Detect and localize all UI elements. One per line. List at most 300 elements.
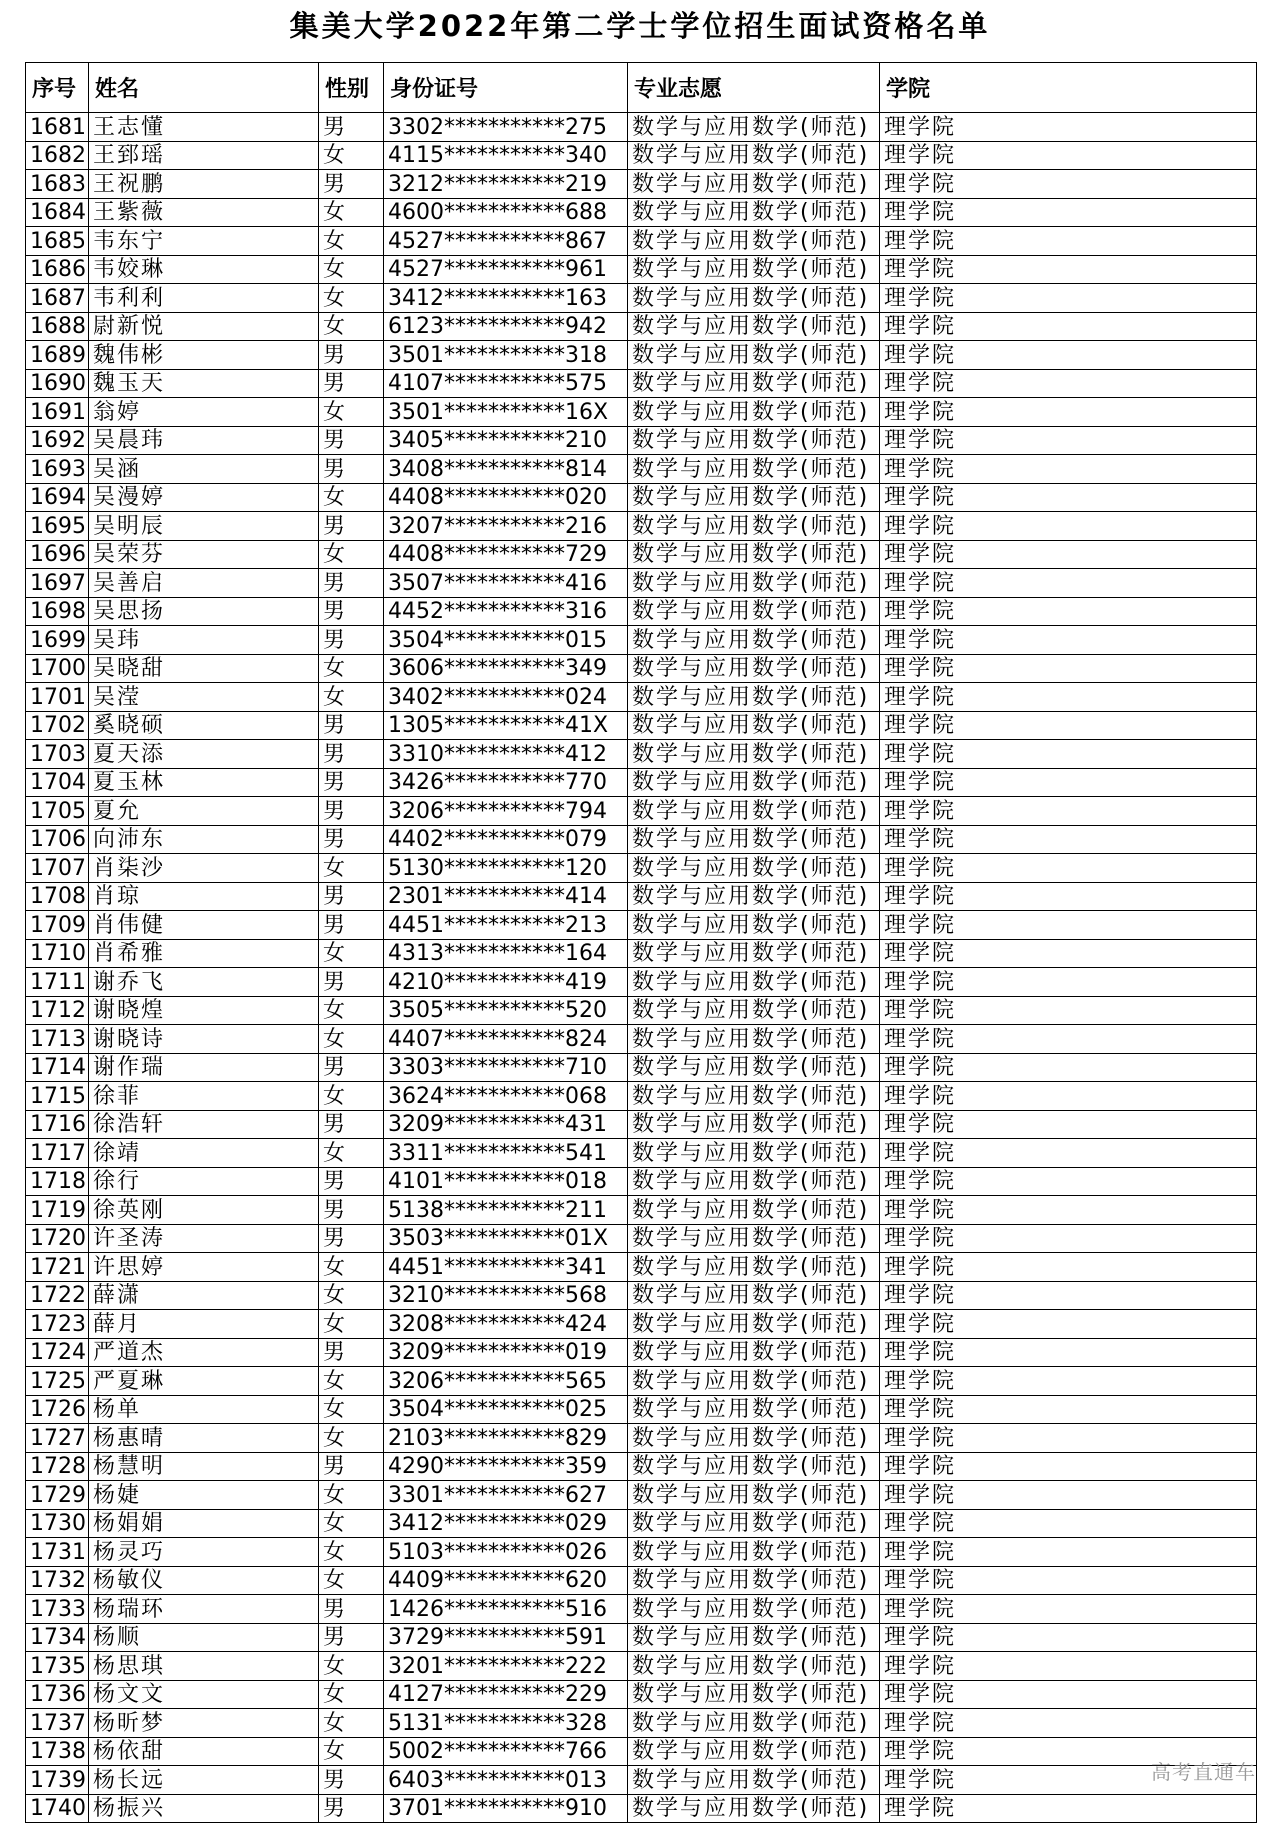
name-cell: 杨瑞环	[89, 1595, 319, 1624]
name-cell: 杨慧明	[89, 1452, 319, 1481]
seq-cell: 1731	[26, 1538, 89, 1567]
college-cell: 理学院	[880, 1737, 1257, 1766]
table-row	[26, 1082, 1257, 1111]
gender-cell: 男	[319, 597, 384, 626]
college-cell: 理学院	[880, 1139, 1257, 1168]
gender-cell: 男	[319, 113, 384, 142]
seq-cell: 1715	[26, 1082, 89, 1111]
id-number-cell: 3301***********627	[384, 1481, 628, 1510]
seq-cell: 1681	[26, 113, 89, 142]
college-cell: 理学院	[880, 1709, 1257, 1738]
college-cell: 理学院	[880, 312, 1257, 341]
college-cell: 理学院	[880, 939, 1257, 968]
gender-cell: 女	[319, 1395, 384, 1424]
major-cell: 数学与应用数学(师范)	[628, 768, 880, 797]
gender-cell: 男	[319, 426, 384, 455]
header-gender: 性别	[319, 63, 384, 113]
college-cell: 理学院	[880, 768, 1257, 797]
name-cell: 王祝鹏	[89, 170, 319, 199]
name-cell: 韦东宁	[89, 227, 319, 256]
table-row	[26, 882, 1257, 911]
gender-cell: 女	[319, 284, 384, 313]
college-cell: 理学院	[880, 1082, 1257, 1111]
id-number-cell: 4313***********164	[384, 939, 628, 968]
id-number-cell: 4527***********961	[384, 255, 628, 284]
table-row	[26, 654, 1257, 683]
seq-cell: 1703	[26, 740, 89, 769]
table-row	[26, 1338, 1257, 1367]
name-cell: 肖希雅	[89, 939, 319, 968]
college-cell: 理学院	[880, 1167, 1257, 1196]
table-row	[26, 170, 1257, 199]
major-cell: 数学与应用数学(师范)	[628, 1680, 880, 1709]
gender-cell: 女	[319, 1082, 384, 1111]
id-number-cell: 3208***********424	[384, 1310, 628, 1339]
seq-cell: 1736	[26, 1680, 89, 1709]
header-major: 专业志愿	[628, 63, 880, 113]
name-cell: 杨振兴	[89, 1794, 319, 1823]
id-number-cell: 3207***********216	[384, 512, 628, 541]
name-cell: 杨长远	[89, 1766, 319, 1795]
college-cell: 理学院	[880, 797, 1257, 826]
seq-cell: 1697	[26, 569, 89, 598]
seq-cell: 1700	[26, 654, 89, 683]
table-row	[26, 740, 1257, 769]
id-number-cell: 2301***********414	[384, 882, 628, 911]
table-row	[26, 1253, 1257, 1282]
name-cell: 杨思琪	[89, 1652, 319, 1681]
table-row	[26, 1766, 1257, 1795]
gender-cell: 女	[319, 1709, 384, 1738]
table-row	[26, 939, 1257, 968]
seq-cell: 1721	[26, 1253, 89, 1282]
gender-cell: 男	[319, 1595, 384, 1624]
table-row	[26, 1053, 1257, 1082]
gender-cell: 男	[319, 512, 384, 541]
table-row	[26, 255, 1257, 284]
major-cell: 数学与应用数学(师范)	[628, 1196, 880, 1225]
seq-cell: 1728	[26, 1452, 89, 1481]
table-row	[26, 1452, 1257, 1481]
id-number-cell: 3501***********318	[384, 341, 628, 370]
id-number-cell: 3701***********910	[384, 1794, 628, 1823]
college-cell: 理学院	[880, 141, 1257, 170]
major-cell: 数学与应用数学(师范)	[628, 968, 880, 997]
college-cell: 理学院	[880, 255, 1257, 284]
college-cell: 理学院	[880, 1652, 1257, 1681]
table-row	[26, 1167, 1257, 1196]
gender-cell: 女	[319, 312, 384, 341]
gender-cell: 男	[319, 1338, 384, 1367]
gender-cell: 女	[319, 540, 384, 569]
id-number-cell: 3504***********025	[384, 1395, 628, 1424]
major-cell: 数学与应用数学(师范)	[628, 512, 880, 541]
table-row	[26, 1110, 1257, 1139]
table-row	[26, 683, 1257, 712]
table-row	[26, 797, 1257, 826]
table-row	[26, 312, 1257, 341]
college-cell: 理学院	[880, 341, 1257, 370]
id-number-cell: 3210***********568	[384, 1281, 628, 1310]
table-row	[26, 1652, 1257, 1681]
gender-cell: 男	[319, 455, 384, 484]
seq-cell: 1740	[26, 1794, 89, 1823]
major-cell: 数学与应用数学(师范)	[628, 911, 880, 940]
gender-cell: 男	[319, 1794, 384, 1823]
major-cell: 数学与应用数学(师范)	[628, 1053, 880, 1082]
major-cell: 数学与应用数学(师范)	[628, 569, 880, 598]
gender-cell: 男	[319, 1053, 384, 1082]
major-cell: 数学与应用数学(师范)	[628, 1481, 880, 1510]
major-cell: 数学与应用数学(师范)	[628, 1709, 880, 1738]
college-cell: 理学院	[880, 1680, 1257, 1709]
seq-cell: 1722	[26, 1281, 89, 1310]
name-cell: 夏天添	[89, 740, 319, 769]
major-cell: 数学与应用数学(师范)	[628, 369, 880, 398]
id-number-cell: 4407***********824	[384, 1025, 628, 1054]
table-row	[26, 768, 1257, 797]
id-number-cell: 4408***********729	[384, 540, 628, 569]
college-cell: 理学院	[880, 1424, 1257, 1453]
major-cell: 数学与应用数学(师范)	[628, 141, 880, 170]
gender-cell: 女	[319, 1737, 384, 1766]
seq-cell: 1729	[26, 1481, 89, 1510]
name-cell: 徐靖	[89, 1139, 319, 1168]
gender-cell: 女	[319, 996, 384, 1025]
major-cell: 数学与应用数学(师范)	[628, 1452, 880, 1481]
gender-cell: 男	[319, 1452, 384, 1481]
name-cell: 韦利利	[89, 284, 319, 313]
name-cell: 王紫薇	[89, 198, 319, 227]
college-cell: 理学院	[880, 227, 1257, 256]
seq-cell: 1689	[26, 341, 89, 370]
id-number-cell: 4210***********419	[384, 968, 628, 997]
college-cell: 理学院	[880, 512, 1257, 541]
college-cell: 理学院	[880, 996, 1257, 1025]
name-cell: 杨惠晴	[89, 1424, 319, 1453]
college-cell: 理学院	[880, 1025, 1257, 1054]
seq-cell: 1690	[26, 369, 89, 398]
id-number-cell: 3606***********349	[384, 654, 628, 683]
seq-cell: 1705	[26, 797, 89, 826]
gender-cell: 男	[319, 1110, 384, 1139]
table-row	[26, 1139, 1257, 1168]
gender-cell: 男	[319, 968, 384, 997]
gender-cell: 男	[319, 825, 384, 854]
name-cell: 吴思扬	[89, 597, 319, 626]
college-cell: 理学院	[880, 1224, 1257, 1253]
name-cell: 翁婷	[89, 398, 319, 427]
major-cell: 数学与应用数学(师范)	[628, 1281, 880, 1310]
id-number-cell: 3501***********16X	[384, 398, 628, 427]
table-row	[26, 1481, 1257, 1510]
seq-cell: 1702	[26, 711, 89, 740]
table-row	[26, 540, 1257, 569]
id-number-cell: 4115***********340	[384, 141, 628, 170]
id-number-cell: 3302***********275	[384, 113, 628, 142]
college-cell: 理学院	[880, 1452, 1257, 1481]
table-row	[26, 512, 1257, 541]
table-row	[26, 1595, 1257, 1624]
table-row	[26, 1680, 1257, 1709]
id-number-cell: 4101***********018	[384, 1167, 628, 1196]
major-cell: 数学与应用数学(师范)	[628, 1310, 880, 1339]
seq-cell: 1701	[26, 683, 89, 712]
major-cell: 数学与应用数学(师范)	[628, 1367, 880, 1396]
table-row	[26, 1737, 1257, 1766]
id-number-cell: 3503***********01X	[384, 1224, 628, 1253]
seq-cell: 1704	[26, 768, 89, 797]
name-cell: 肖伟健	[89, 911, 319, 940]
seq-cell: 1699	[26, 626, 89, 655]
table-row	[26, 1196, 1257, 1225]
name-cell: 向沛东	[89, 825, 319, 854]
seq-cell: 1726	[26, 1395, 89, 1424]
college-cell: 理学院	[880, 968, 1257, 997]
college-cell: 理学院	[880, 1338, 1257, 1367]
table-row	[26, 1025, 1257, 1054]
table-row	[26, 1424, 1257, 1453]
gender-cell: 男	[319, 369, 384, 398]
name-cell: 谢晓诗	[89, 1025, 319, 1054]
major-cell: 数学与应用数学(师范)	[628, 1737, 880, 1766]
major-cell: 数学与应用数学(师范)	[628, 1509, 880, 1538]
major-cell: 数学与应用数学(师范)	[628, 654, 880, 683]
seq-cell: 1724	[26, 1338, 89, 1367]
seq-cell: 1727	[26, 1424, 89, 1453]
id-number-cell: 4451***********213	[384, 911, 628, 940]
table-row	[26, 1281, 1257, 1310]
college-cell: 理学院	[880, 569, 1257, 598]
name-cell: 许圣涛	[89, 1224, 319, 1253]
gender-cell: 女	[319, 227, 384, 256]
seq-cell: 1733	[26, 1595, 89, 1624]
college-cell: 理学院	[880, 854, 1257, 883]
seq-cell: 1688	[26, 312, 89, 341]
major-cell: 数学与应用数学(师范)	[628, 1253, 880, 1282]
header-seq: 序号	[26, 63, 89, 113]
gender-cell: 女	[319, 1652, 384, 1681]
name-cell: 吴涵	[89, 455, 319, 484]
id-number-cell: 4451***********341	[384, 1253, 628, 1282]
gender-cell: 男	[319, 1766, 384, 1795]
gender-cell: 女	[319, 198, 384, 227]
college-cell: 理学院	[880, 711, 1257, 740]
id-number-cell: 3209***********019	[384, 1338, 628, 1367]
major-cell: 数学与应用数学(师范)	[628, 626, 880, 655]
seq-cell: 1718	[26, 1167, 89, 1196]
name-cell: 韦姣琳	[89, 255, 319, 284]
college-cell: 理学院	[880, 1196, 1257, 1225]
id-number-cell: 3729***********591	[384, 1623, 628, 1652]
major-cell: 数学与应用数学(师范)	[628, 882, 880, 911]
seq-cell: 1698	[26, 597, 89, 626]
college-cell: 理学院	[880, 1623, 1257, 1652]
id-number-cell: 3426***********770	[384, 768, 628, 797]
major-cell: 数学与应用数学(师范)	[628, 1424, 880, 1453]
table-row	[26, 626, 1257, 655]
gender-cell: 女	[319, 654, 384, 683]
seq-cell: 1695	[26, 512, 89, 541]
college-cell: 理学院	[880, 398, 1257, 427]
seq-cell: 1712	[26, 996, 89, 1025]
name-cell: 杨文文	[89, 1680, 319, 1709]
major-cell: 数学与应用数学(师范)	[628, 1595, 880, 1624]
gender-cell: 男	[319, 1224, 384, 1253]
major-cell: 数学与应用数学(师范)	[628, 1566, 880, 1595]
college-cell: 理学院	[880, 654, 1257, 683]
seq-cell: 1692	[26, 426, 89, 455]
seq-cell: 1735	[26, 1652, 89, 1681]
name-cell: 肖琼	[89, 882, 319, 911]
header-college: 学院	[880, 63, 1257, 113]
admission-list-table	[25, 62, 1257, 1823]
name-cell: 吴荣芬	[89, 540, 319, 569]
seq-cell: 1682	[26, 141, 89, 170]
major-cell: 数学与应用数学(师范)	[628, 227, 880, 256]
name-cell: 吴玮	[89, 626, 319, 655]
seq-cell: 1706	[26, 825, 89, 854]
id-number-cell: 5138***********211	[384, 1196, 628, 1225]
gender-cell: 女	[319, 1281, 384, 1310]
college-cell: 理学院	[880, 1794, 1257, 1823]
college-cell: 理学院	[880, 1110, 1257, 1139]
major-cell: 数学与应用数学(师范)	[628, 113, 880, 142]
major-cell: 数学与应用数学(师范)	[628, 1338, 880, 1367]
major-cell: 数学与应用数学(师范)	[628, 1652, 880, 1681]
gender-cell: 女	[319, 1538, 384, 1567]
table-row	[26, 341, 1257, 370]
table-row	[26, 455, 1257, 484]
id-number-cell: 3303***********710	[384, 1053, 628, 1082]
gender-cell: 女	[319, 1424, 384, 1453]
major-cell: 数学与应用数学(师范)	[628, 341, 880, 370]
table-row	[26, 227, 1257, 256]
table-row	[26, 1367, 1257, 1396]
name-cell: 谢晓煌	[89, 996, 319, 1025]
table-row	[26, 483, 1257, 512]
seq-cell: 1709	[26, 911, 89, 940]
id-number-cell: 3206***********565	[384, 1367, 628, 1396]
id-number-cell: 3206***********794	[384, 797, 628, 826]
gender-cell: 男	[319, 1167, 384, 1196]
seq-cell: 1714	[26, 1053, 89, 1082]
table-row	[26, 569, 1257, 598]
gender-cell: 女	[319, 1025, 384, 1054]
seq-cell: 1738	[26, 1737, 89, 1766]
name-cell: 杨昕梦	[89, 1709, 319, 1738]
id-number-cell: 6403***********013	[384, 1766, 628, 1795]
id-number-cell: 5002***********766	[384, 1737, 628, 1766]
id-number-cell: 3507***********416	[384, 569, 628, 598]
major-cell: 数学与应用数学(师范)	[628, 1167, 880, 1196]
name-cell: 吴漫婷	[89, 483, 319, 512]
table-row	[26, 398, 1257, 427]
major-cell: 数学与应用数学(师范)	[628, 825, 880, 854]
college-cell: 理学院	[880, 1395, 1257, 1424]
name-cell: 徐菲	[89, 1082, 319, 1111]
header-id-number: 身份证号	[384, 63, 628, 113]
major-cell: 数学与应用数学(师范)	[628, 996, 880, 1025]
seq-cell: 1720	[26, 1224, 89, 1253]
id-number-cell: 2103***********829	[384, 1424, 628, 1453]
college-cell: 理学院	[880, 740, 1257, 769]
seq-cell: 1719	[26, 1196, 89, 1225]
id-number-cell: 3624***********068	[384, 1082, 628, 1111]
name-cell: 肖柒沙	[89, 854, 319, 883]
id-number-cell: 4408***********020	[384, 483, 628, 512]
table-row	[26, 426, 1257, 455]
id-number-cell: 4527***********867	[384, 227, 628, 256]
seq-cell: 1696	[26, 540, 89, 569]
seq-cell: 1708	[26, 882, 89, 911]
college-cell: 理学院	[880, 1053, 1257, 1082]
id-number-cell: 4452***********316	[384, 597, 628, 626]
gender-cell: 女	[319, 1481, 384, 1510]
name-cell: 夏玉林	[89, 768, 319, 797]
table-row	[26, 1623, 1257, 1652]
seq-cell: 1707	[26, 854, 89, 883]
major-cell: 数学与应用数学(师范)	[628, 1139, 880, 1168]
seq-cell: 1723	[26, 1310, 89, 1339]
college-cell: 理学院	[880, 1253, 1257, 1282]
gender-cell: 男	[319, 911, 384, 940]
name-cell: 王郅瑶	[89, 141, 319, 170]
gender-cell: 男	[319, 170, 384, 199]
name-cell: 吴晨玮	[89, 426, 319, 455]
major-cell: 数学与应用数学(师范)	[628, 797, 880, 826]
college-cell: 理学院	[880, 455, 1257, 484]
name-cell: 杨单	[89, 1395, 319, 1424]
major-cell: 数学与应用数学(师范)	[628, 255, 880, 284]
college-cell: 理学院	[880, 911, 1257, 940]
watermark: 高考直通车	[1151, 1760, 1256, 1784]
name-cell: 薛月	[89, 1310, 319, 1339]
id-number-cell: 3310***********412	[384, 740, 628, 769]
gender-cell: 女	[319, 1566, 384, 1595]
id-number-cell: 4600***********688	[384, 198, 628, 227]
major-cell: 数学与应用数学(师范)	[628, 1538, 880, 1567]
name-cell: 杨顺	[89, 1623, 319, 1652]
gender-cell: 男	[319, 626, 384, 655]
major-cell: 数学与应用数学(师范)	[628, 939, 880, 968]
college-cell: 理学院	[880, 483, 1257, 512]
id-number-cell: 3402***********024	[384, 683, 628, 712]
college-cell: 理学院	[880, 170, 1257, 199]
name-cell: 吴明辰	[89, 512, 319, 541]
seq-cell: 1691	[26, 398, 89, 427]
college-cell: 理学院	[880, 626, 1257, 655]
college-cell: 理学院	[880, 1310, 1257, 1339]
gender-cell: 男	[319, 768, 384, 797]
gender-cell: 女	[319, 683, 384, 712]
table-row	[26, 1509, 1257, 1538]
table-row	[26, 284, 1257, 313]
gender-cell: 男	[319, 740, 384, 769]
college-cell: 理学院	[880, 540, 1257, 569]
gender-cell: 男	[319, 1623, 384, 1652]
name-cell: 吴善启	[89, 569, 319, 598]
table-row	[26, 597, 1257, 626]
college-cell: 理学院	[880, 825, 1257, 854]
major-cell: 数学与应用数学(师范)	[628, 312, 880, 341]
table-row	[26, 968, 1257, 997]
seq-cell: 1730	[26, 1509, 89, 1538]
major-cell: 数学与应用数学(师范)	[628, 854, 880, 883]
gender-cell: 女	[319, 141, 384, 170]
college-cell: 理学院	[880, 426, 1257, 455]
id-number-cell: 5131***********328	[384, 1709, 628, 1738]
